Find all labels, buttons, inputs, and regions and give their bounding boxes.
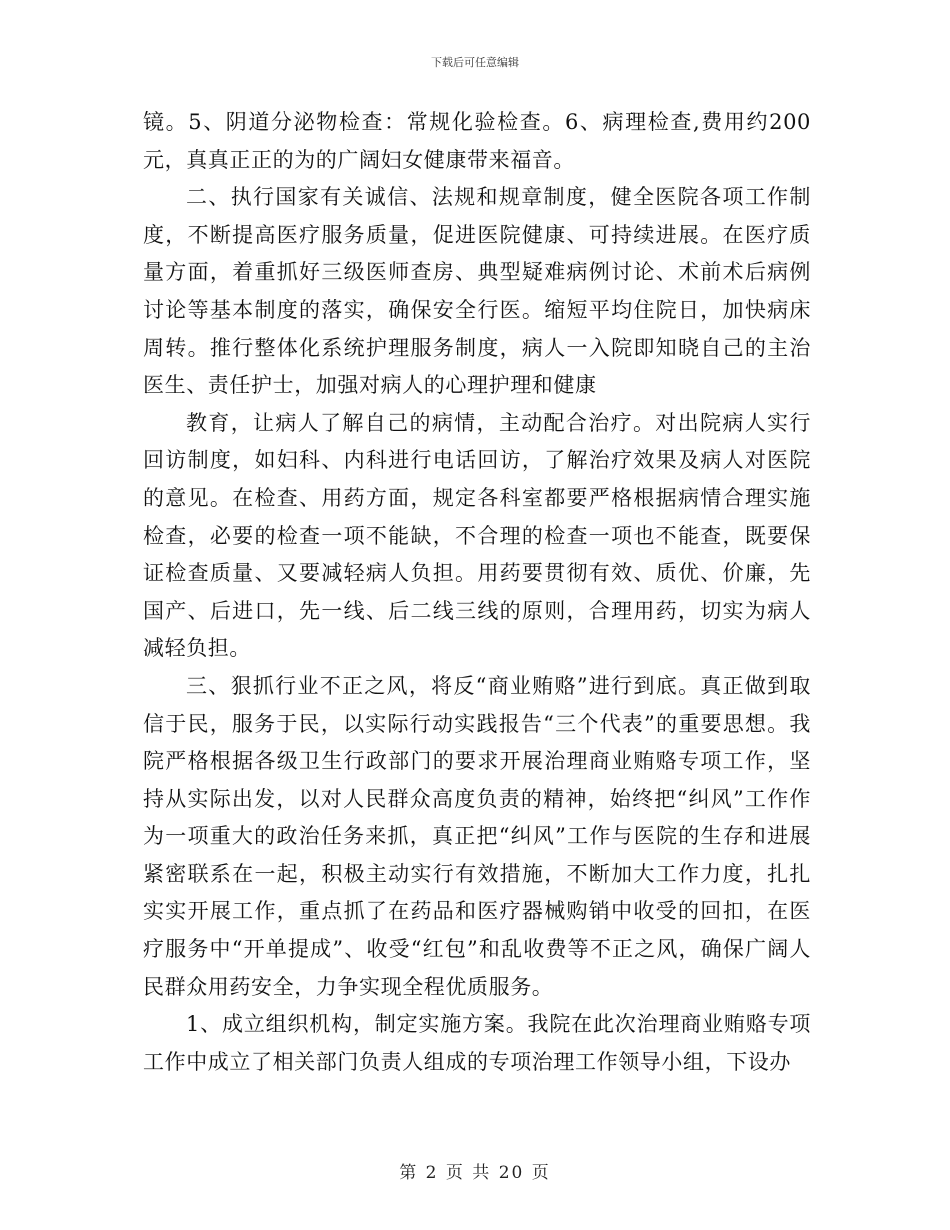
page-footer: 第 2 页 共 20 页 [399,1163,551,1183]
page-header: 下载后可任意编辑 [431,56,519,69]
paragraph-1: 镜。5、阴道分泌物检查：常规化验检查。6、病理检查,费用约200元，真真正正的为的广阔妇女健康带来福音。 [143,110,811,172]
paragraph-3: 教育，让病人了解自己的病情，主动配合治疗。对出院病人实行回访制度，如妇科、内科进行电话回访，了解治疗效果及病人对医院的意见。在检查、用药方面，规定各科室都要严格根据病情合理实施检查，必要的检查一项不能缺，不合理的检查一项也不能查，既要保证检查质量、又要减轻病人负担。用药要贯彻有效、质优、价廉，先国产、后进口，先一线、后二线三线的原则，合理用药，切实为病人减轻负担。 [143,410,811,661]
paragraph-4: 三、狠抓行业不正之风，将反“商业贿赂”进行到底。真正做到取信于民，服务于民，以实际行动实践报告“三个代表”的重要思想。我院严格根据各级卫生行政部门的要求开展治理商业贿赂专项工作，坚持从实际出发，以对人民群众高度负责的精神，始终把“纠风”工作作为一项重大的政治任务来抓，真正把“纠风”工作与医院的生存和进展紧密联系在一起，积极主动实行有效措施，不断加大工作力度，扎扎实实开展工作，重点抓了在药品和医疗器械购销中收受的回扣，在医疗服务中“开单提成”、收受“红包”和乱收费等不正之风，确保广阔人民群众用药安全，力争实现全程优质服务。 [143,673,811,999]
document-body [143,104,811,1081]
paragraph-2: 二、执行国家有关诚信、法规和规章制度，健全医院各项工作制度，不断提高医疗服务质量，促进医院健康、可持续进展。在医疗质量方面，着重抓好三级医师查房、典型疑难病例讨论、术前术后病例讨论等基本制度的落实，确保安全行医。缩短平均住院日，加快病床周转。推行整体化系统护理服务制度，病人一入院即知晓自己的主治医生、责任护士，加强对病人的心理护理和健康 [143,185,811,398]
paragraph-5: 1、成立组织机构，制定实施方案。我院在此次治理商业贿赂专项工作中成立了相关部门负责人组成的专项治理工作领导小组，下设办 [143,1012,811,1074]
